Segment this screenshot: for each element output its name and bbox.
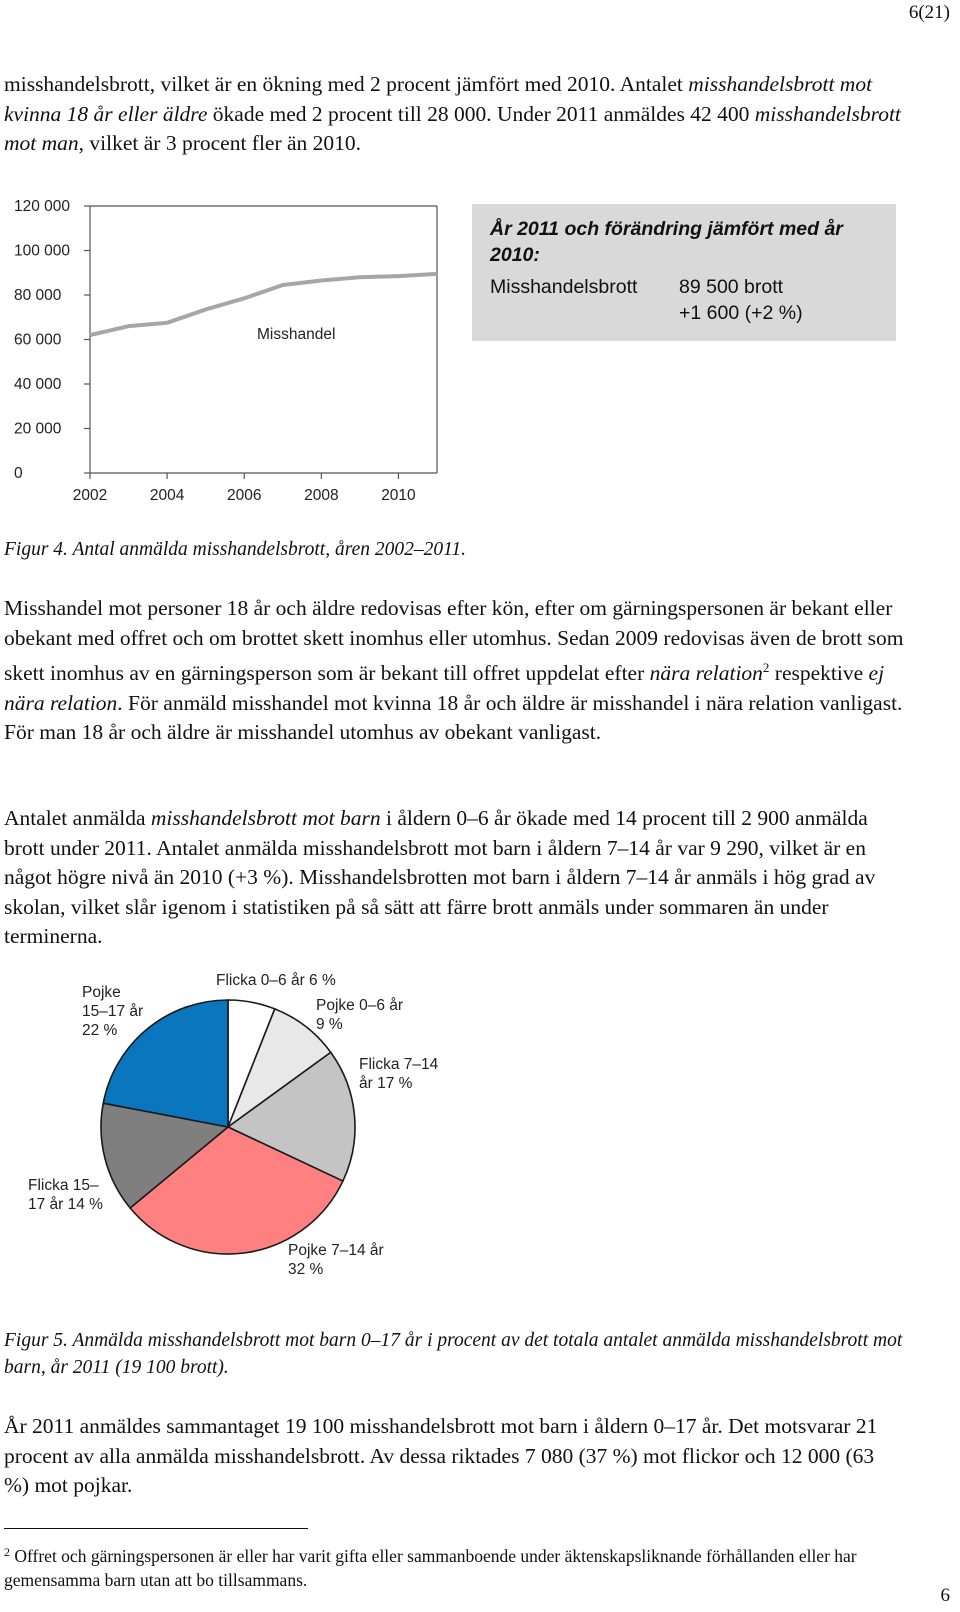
- paragraph-4: [4, 1412, 904, 1501]
- y-tick-label: 120 000: [14, 198, 71, 215]
- pie-slice-label: 32 %: [288, 1261, 324, 1278]
- figure5-caption: Figur 5. Anmälda misshandelsbrott mot barn 0–17 år i procent av det totala antalet anmälda misshandelsbrott mot barn, år 2011 (19 100 brott).: [4, 1330, 903, 1378]
- y-tick-label: 40 000: [14, 376, 62, 393]
- pie-slice-label: 22 %: [82, 1022, 118, 1039]
- pie-slice-label: Pojke 7–14 år: [288, 1242, 384, 1259]
- footnote-marker: 2: [4, 1545, 10, 1559]
- pie-slice-label: 9 %: [316, 1016, 343, 1033]
- intro-paragraph: [4, 70, 904, 159]
- y-tick-label: 80 000: [14, 287, 62, 304]
- x-tick-label: 2002: [72, 487, 108, 504]
- pie-slice-label: år 17 %: [359, 1075, 413, 1092]
- x-tick-label: 2010: [381, 487, 416, 504]
- pie-slice-label: 17 år 14 %: [28, 1196, 103, 1213]
- pie-slice-label: Flicka 7–14: [359, 1056, 439, 1073]
- line-chart: [0, 188, 460, 518]
- infobox-title: År 2011 och förändring jämfört med år 2010:: [490, 218, 843, 266]
- intro_paragraph-run-1: misshandelsbrott mot kvinna 18 år eller äldre: [4, 72, 873, 126]
- y-tick-label: 60 000: [14, 331, 62, 349]
- pie-chart: [0, 972, 460, 1315]
- intro_paragraph-run-3: misshandelsbrott mot man: [4, 101, 901, 155]
- figure4-caption: Figur 4. Antal anmälda misshandelsbrott, åren 2002–2011.: [4, 539, 467, 560]
- x-tick-label: 2006: [226, 487, 262, 504]
- series-label-misshandel: Misshandel: [257, 326, 336, 343]
- y-tick-label: 100 000: [14, 242, 71, 260]
- footnote: [4, 1540, 904, 1592]
- summary-infobox: [472, 204, 896, 341]
- page-number-header: 6(21): [908, 2, 950, 23]
- infobox-value-count: 89 500 brott: [679, 276, 784, 298]
- y-tick-label: 0: [14, 465, 23, 482]
- paragraph3-run-2: i åldern 0–6 år ökade med 14 procent till 2 900 anmälda brott under 2011. Antalet anmälda misshandelsbrott mot barn i åldern 7–14 år var 9 290, vilket är en något högre nivå än 2010 (+3 %). Misshandelsbrotten mot barn i åldern 7–14 år anmäls i hög grad av skolan, vilket slår igenom i statistiken på så sätt att färre brott anmäls under sommaren än under terminerna.: [4, 806, 876, 948]
- intro_paragraph-run-2: ökade med 2 procent till 28 000. Under 2011 anmäldes 42 400: [207, 101, 755, 126]
- paragraph2-run-1: nära relation: [649, 661, 763, 685]
- intro_paragraph-run-0: misshandelsbrott, vilket är en ökning med 2 procent jämfört med 2010. Antalet: [4, 72, 689, 96]
- paragraph2-run-5: . För anmäld misshandel mot kvinna 18 år och äldre är misshandel i nära relation vanligast. För man 18 år och äldre är misshandel utomhus av obekant vanligast.: [4, 690, 903, 744]
- pie-slice-label: Flicka 15–: [28, 1177, 99, 1194]
- page-number-footer: 6: [940, 1585, 950, 1606]
- pie-slice-label: 15–17 år: [82, 1003, 144, 1020]
- y-tick-label: 20 000: [14, 420, 62, 438]
- paragraph3-run-0: Antalet anmälda: [4, 806, 151, 830]
- pie-slice-label: Pojke: [82, 984, 121, 1001]
- paragraph-3: [4, 804, 904, 952]
- x-tick-label: 2008: [304, 487, 339, 504]
- paragraph2-run-3: respektive: [769, 661, 869, 685]
- footnote-separator: [4, 1528, 308, 1529]
- x-tick-label: 2004: [149, 487, 185, 504]
- paragraph2-run-2: 2: [762, 660, 770, 675]
- infobox-label: Misshandelsbrott: [490, 276, 638, 298]
- footnote-text: Offret och gärningspersonen är eller har varit gifta eller sammanboende under äktenskapsliknande förhållanden eller har gemensamma barn utan att bo tillsammans.: [4, 1546, 857, 1590]
- pie-slice-label: Pojke 0–6 år: [316, 997, 404, 1014]
- infobox-value-change: +1 600 (+2 %): [679, 302, 803, 324]
- pie-slice-label: Flicka 0–6 år 6 %: [216, 972, 336, 989]
- paragraph4-run-0: År 2011 anmäldes sammantaget 19 100 misshandelsbrott mot barn i åldern 0–17 år. Det motsvarar 21 procent av alla anmälda misshandelsbrott. Av dessa riktades 7 080 (37 %) mot flickor och 12 000 (63 %) mot pojkar.: [4, 1414, 878, 1497]
- paragraph-2: [4, 594, 904, 748]
- paragraph2-run-0: Misshandel mot personer 18 år och äldre redovisas efter kön, efter om gärningspersonen är bekant eller obekant med offret och om brottet skett inomhus eller utomhus. Sedan 2009 redovisas även de brott som skett inomhus av en gärningsperson som är bekant till offret uppdelat efter: [4, 596, 904, 685]
- paragraph3-run-1: misshandelsbrott mot barn: [150, 806, 381, 830]
- paragraph2-run-4: ej nära relation: [4, 661, 885, 715]
- intro_paragraph-run-4: , vilket är 3 procent fler än 2010.: [78, 131, 362, 155]
